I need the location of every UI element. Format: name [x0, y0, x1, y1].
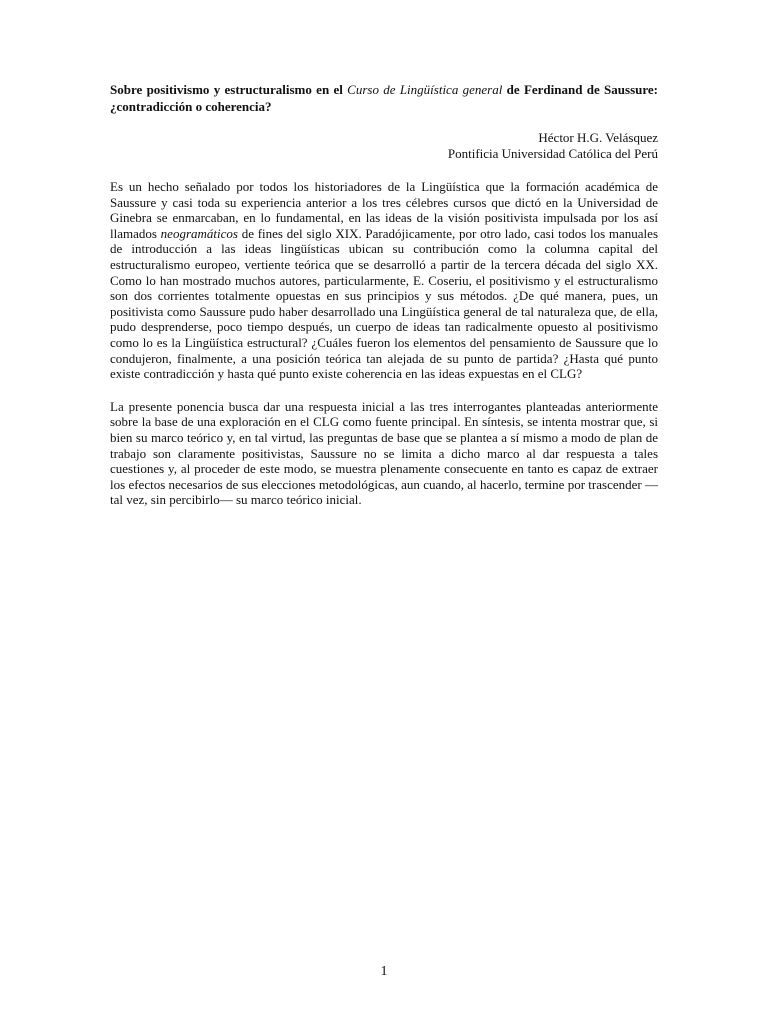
- author-affiliation: Pontificia Universidad Católica del Perú: [447, 146, 658, 161]
- paragraph-1: [110, 179, 658, 382]
- title-text-end: de Ferdinand de Saussure: ¿contradicción o coherencia?: [110, 82, 658, 114]
- paragraph-1-italic-term: neogramáticos: [160, 225, 238, 241]
- page-number: 1: [380, 964, 388, 979]
- author-block: [110, 130, 658, 162]
- title-text-start: Sobre positivismo y estructuralismo en el: [110, 82, 348, 97]
- title-book-name: Curso de Lingüística general: [347, 82, 503, 97]
- author-name: Héctor H.G. Velásquez: [538, 130, 658, 145]
- document-page: [110, 81, 658, 508]
- paragraph-1-start: Es un hecho señalado por todos los historiadores de la Lingüística que la formación académica de Saussure y casi toda su experiencia anterior a los tres célebres cursos que dictó en la Universidad de Ginebra se enmarcaban, en lo fundamental, en las ideas de la visión positivista impulsada por los así llamados: [110, 179, 658, 241]
- paragraph-2: La presente ponencia busca dar una respuesta inicial a las tres interrogantes planteadas anteriormente sobre la base de una exploración en el CLG como fuente principal. En síntesis, se intenta mostrar que, si bien su marco teórico y, en tal virtud, las preguntas de base que se plantea a sí mismo a modo de plan de trabajo son claramente positivistas, Saussure no se limita a dicho marco al dar respuesta a tales cuestiones y, al proceder de este modo, se muestra plenamente consecuente en tanto es capaz de extraer los efectos necesarios de sus elecciones metodológicas, aun cuando, al hacerlo, termine por trascender —tal vez, sin percibirlo— su marco teórico inicial.: [110, 398, 658, 508]
- paragraph-1-end: de fines del siglo XIX. Paradójicamente, por otro lado, casi todos los manuales de introducción a las ideas lingüísticas ubican su contribución como la columna capital del estructuralismo europeo, vertiente teórica que se desarrolló a partir de la tercera década del siglo XX. Como lo han mostrado muchos autores, particularmente, E. Coseriu, el positivismo y el estructuralismo son dos corrientes totalmente opuestas en sus principios y sus métodos. ¿De qué manera, pues, un positivista como Saussure pudo haber desarrollado una Lingüística general de tal naturaleza que, de ella, pudo desprenderse, poco tiempo después, un cuerpo de ideas tan radicalmente opuesto al positivismo como lo es la Lingüística estructural? ¿Cuáles fueron los elementos del pensamiento de Saussure que lo condujeron, finalmente, a una posición teórica tan alejada de su punto de partida? ¿Hasta qué punto existe contradicción y hasta qué punto existe coherencia en las ideas expuestas en el CLG?: [110, 225, 658, 382]
- document-title: [110, 81, 658, 115]
